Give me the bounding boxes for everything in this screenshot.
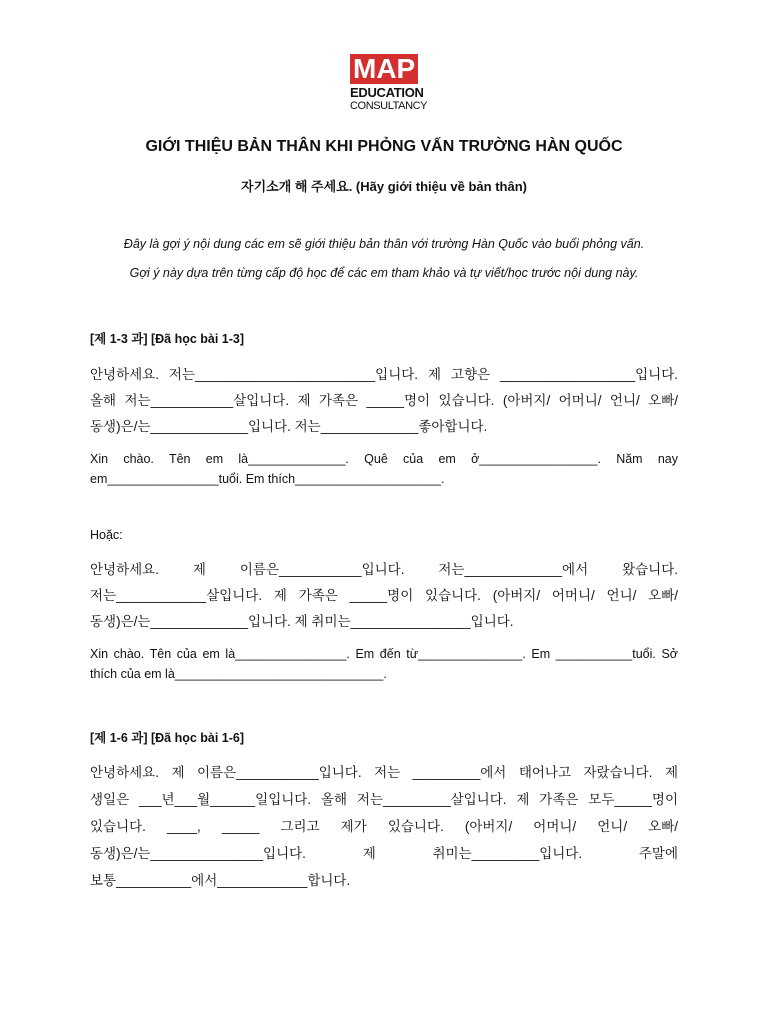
section-2-ko-line-1: 안녕하세요. 제 이름은___________입니다. 저는 _________에서 태어나고 자랐습니다. 제 (90, 765, 678, 780)
section-1b-ko-line-3: 동생)은/는_____________입니다. 제 취미는________________입니다. (90, 614, 514, 629)
section-1-ko-line-2: 올해 저는___________살입니다. 제 가족은 _____명이 있습니다. (아버지/ 어머니/ 언니/ 오빠/ (90, 393, 678, 408)
intro-line-2: Gợi ý này dựa trên từng cấp độ học để các em tham khảo và tự viết/học trước nội dung này. (129, 266, 639, 280)
section-2-ko-line-4: 동생)은/는_______________입니다. 제 취미는_________입니다. 주말에 (90, 846, 678, 861)
section-1b-vi-line-2: thích của em là______________________________. (90, 667, 387, 681)
section-1b-vi-line-1: Xin chào. Tên của em là________________. Em đến từ_______________. Em ___________tuổi. Sở (90, 647, 678, 661)
logo-education: EDUCATION (350, 85, 424, 100)
section-2-ko-line-2: 생일은 ___년___월______일입니다. 올해 저는_________살입니다. 제 가족은 모두_____명이 (90, 792, 678, 807)
page-subtitle: 자기소개 해 주세요. (Hãy giới thiệu về bản thân) (241, 179, 527, 194)
section-1-heading: [제 1-3 과] [Đã học bài 1-3] (90, 332, 245, 346)
section-2-ko-line-3: 있습니다. ____, _____ 그리고 제가 있습니다. (아버지/ 어머니/ 언니/ 오빠/ (90, 819, 678, 834)
section-2-heading: [제 1-6 과] [Đã học bài 1-6] (90, 731, 245, 745)
section-1b-ko-line-1: 안녕하세요. 제 이름은___________입니다. 저는_____________에서 왔습니다. (90, 562, 678, 577)
section-1-vi-line-2: em________________tuổi. Em thích_____________________. (90, 472, 445, 486)
section-1-vi-line-1: Xin chào. Tên em là______________. Quê của em ở_________________. Năm nay (90, 452, 678, 466)
logo-map: MAP (350, 54, 418, 84)
section-2-ko-line-5: 보통__________에서____________합니다. (90, 873, 351, 888)
section-1-ko-line-3: 동생)은/는_____________입니다. 저는_____________좋아합니다. (90, 419, 488, 434)
or-label: Hoặc: (90, 528, 123, 542)
section-1-ko-line-1: 안녕하세요. 저는________________________입니다. 제 고향은 __________________입니다. (90, 367, 678, 382)
logo-consultancy: CONSULTANCY (350, 100, 428, 112)
logo (350, 53, 428, 112)
section-1b-ko-line-2: 저는____________살입니다. 제 가족은 _____명이 있습니다. (아버지/ 어머니/ 언니/ 오빠/ (90, 588, 678, 603)
page-title: GIỚI THIỆU BẢN THÂN KHI PHỎNG VẤN TRƯỜNG HÀN QUỐC (145, 138, 623, 155)
intro-line-1: Đây là gợi ý nội dung các em sẽ giới thiệu bản thân với trường Hàn Quốc vào buổi phỏng vấn. (123, 237, 645, 251)
